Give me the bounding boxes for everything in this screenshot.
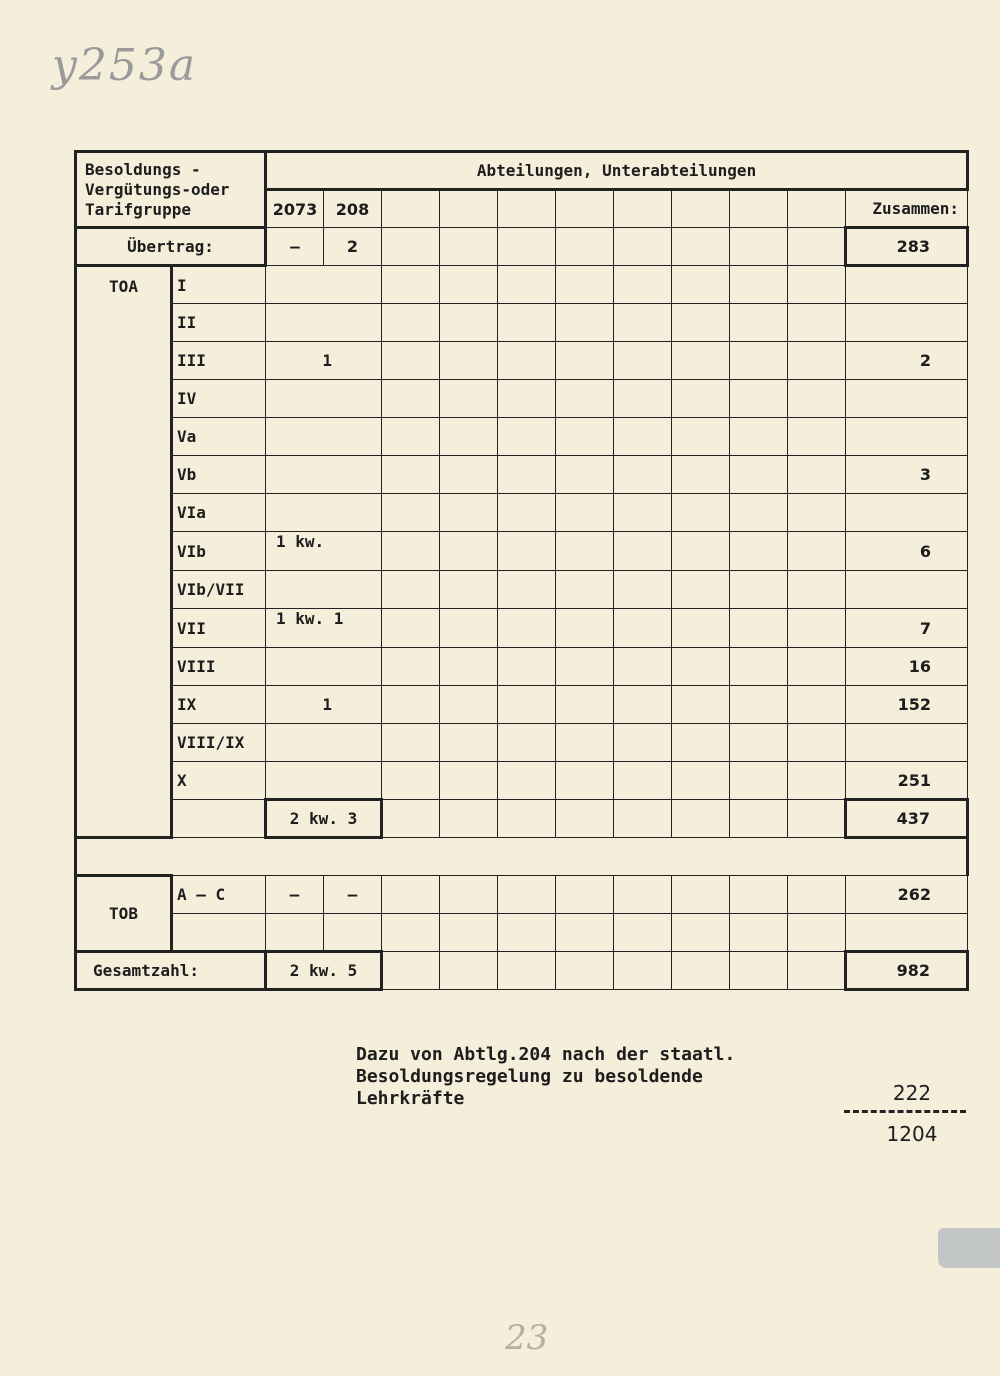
toa-row (76, 342, 968, 380)
toa-row (76, 571, 968, 609)
empty-cell (730, 190, 788, 228)
empty-cell (672, 380, 730, 418)
empty-cell (788, 914, 846, 952)
empty-cell (788, 648, 846, 686)
tob-row (76, 876, 968, 914)
empty-cell (382, 648, 440, 686)
empty-cell (672, 494, 730, 532)
empty-cell (440, 266, 498, 304)
empty-cell (382, 609, 440, 648)
carry-over-total: 283 (846, 228, 968, 266)
department-values (266, 686, 382, 724)
dept2-value: 1 (322, 351, 332, 370)
empty-cell (672, 456, 730, 494)
toa-row (76, 456, 968, 494)
empty-cell (614, 266, 672, 304)
empty-cell (382, 266, 440, 304)
department-values (266, 456, 382, 494)
header-group-cell: Besoldungs -Vergütungs-oder Tarifgruppe (76, 152, 266, 228)
pay-class: IX (172, 686, 266, 724)
empty-cell (788, 418, 846, 456)
empty-cell (614, 304, 672, 342)
empty-cell (440, 876, 498, 914)
empty-cell (498, 762, 556, 800)
department-values (266, 571, 382, 609)
grand-total-label: Gesamtzahl: (76, 952, 266, 990)
empty-cell (614, 342, 672, 380)
row-total (846, 380, 968, 418)
dept1-value: 1 kw. (276, 532, 325, 551)
empty-cell (672, 609, 730, 648)
empty-cell (556, 571, 614, 609)
grand-total-value: 982 (846, 952, 968, 990)
empty-cell (556, 266, 614, 304)
toa-row (76, 609, 968, 648)
empty-cell (672, 418, 730, 456)
empty-cell (440, 456, 498, 494)
empty-cell (788, 266, 846, 304)
handwritten-archive-number: y253a (52, 40, 198, 91)
empty-cell (382, 876, 440, 914)
toa-row (76, 494, 968, 532)
row-total: 251 (846, 762, 968, 800)
toa-row (76, 648, 968, 686)
empty-cell (440, 342, 498, 380)
empty-cell (382, 228, 440, 266)
empty-cell (730, 686, 788, 724)
empty-cell (498, 190, 556, 228)
empty-cell (614, 418, 672, 456)
empty-cell (614, 190, 672, 228)
empty-cell (672, 571, 730, 609)
empty-cell (730, 914, 788, 952)
pay-class: IV (172, 380, 266, 418)
empty-cell (498, 952, 556, 990)
dept2-value: 1 (322, 695, 332, 714)
empty-cell (672, 876, 730, 914)
empty-cell (788, 686, 846, 724)
empty-cell (788, 571, 846, 609)
empty-cell (382, 532, 440, 571)
empty-cell (440, 648, 498, 686)
empty-cell (172, 914, 266, 952)
empty-cell (382, 418, 440, 456)
empty-cell (788, 228, 846, 266)
empty-cell (730, 762, 788, 800)
empty-cell (730, 724, 788, 762)
department-values (266, 342, 382, 380)
empty-cell (498, 228, 556, 266)
department-values (266, 724, 382, 762)
empty-cell (556, 418, 614, 456)
dept-code-2073: 2073 (266, 190, 324, 228)
empty-cell (730, 380, 788, 418)
header-row (76, 152, 968, 190)
spacer-row (76, 838, 968, 876)
empty-cell (498, 456, 556, 494)
header-total-cell: Zusammen: (846, 190, 968, 228)
empty-cell (614, 762, 672, 800)
toa-subtotal-row (76, 800, 968, 838)
toa-row (76, 762, 968, 800)
empty-cell (556, 724, 614, 762)
empty-cell (730, 876, 788, 914)
empty-cell (556, 800, 614, 838)
department-values (266, 380, 382, 418)
empty-cell (556, 380, 614, 418)
empty-cell (614, 456, 672, 494)
empty-cell (788, 304, 846, 342)
empty-cell (498, 342, 556, 380)
final-total: 1204 (886, 1122, 938, 1146)
spacer-cell (76, 838, 968, 876)
empty-cell (440, 762, 498, 800)
empty-cell (788, 532, 846, 571)
carry-over-label: Übertrag: (76, 228, 266, 266)
page-number-mark: 23 (505, 1318, 549, 1358)
toa-subtotal-total: 437 (846, 800, 968, 838)
empty-cell (788, 800, 846, 838)
empty-cell (614, 914, 672, 952)
pay-class: Va (172, 418, 266, 456)
empty-cell (556, 609, 614, 648)
empty-cell (730, 266, 788, 304)
empty-cell (498, 494, 556, 532)
row-total: 6 (846, 532, 968, 571)
empty-cell (556, 648, 614, 686)
empty-cell (556, 190, 614, 228)
carry-over-row (76, 228, 968, 266)
empty-cell (440, 571, 498, 609)
tob-total: 262 (846, 876, 968, 914)
empty-cell (730, 456, 788, 494)
empty-cell (382, 342, 440, 380)
toa-row (76, 266, 968, 304)
empty-cell (382, 762, 440, 800)
dept1-value: 1 kw. 1 (276, 609, 344, 628)
empty-cell (382, 952, 440, 990)
tob-dept2: – (324, 876, 382, 914)
toa-row (76, 380, 968, 418)
empty-cell (382, 494, 440, 532)
empty-cell (556, 686, 614, 724)
empty-cell (382, 190, 440, 228)
empty-cell (614, 532, 672, 571)
empty-cell (440, 380, 498, 418)
empty-cell (730, 418, 788, 456)
empty-cell (788, 380, 846, 418)
empty-cell (672, 724, 730, 762)
sum-underline (844, 1110, 966, 1113)
row-total (846, 304, 968, 342)
empty-cell (556, 876, 614, 914)
pay-class: I (172, 266, 266, 304)
empty-cell (614, 876, 672, 914)
empty-cell (556, 304, 614, 342)
empty-cell (440, 800, 498, 838)
toa-row (76, 304, 968, 342)
empty-cell (382, 800, 440, 838)
empty-cell (498, 304, 556, 342)
empty-cell (440, 609, 498, 648)
empty-cell (266, 914, 324, 952)
grand-total-row (76, 952, 968, 990)
pay-class: VIb/VII (172, 571, 266, 609)
empty-cell (788, 456, 846, 494)
department-values (266, 304, 382, 342)
empty-cell (672, 914, 730, 952)
empty-cell (672, 800, 730, 838)
empty-cell (440, 494, 498, 532)
empty-cell (498, 876, 556, 914)
empty-cell (730, 800, 788, 838)
footnote (356, 1044, 735, 1110)
empty-cell (614, 686, 672, 724)
pay-class: III (172, 342, 266, 380)
empty-cell (498, 532, 556, 571)
empty-cell (172, 800, 266, 838)
empty-cell (440, 228, 498, 266)
row-total: 3 (846, 456, 968, 494)
empty-cell (382, 686, 440, 724)
department-values (266, 494, 382, 532)
empty-cell (440, 304, 498, 342)
empty-cell (440, 952, 498, 990)
row-total: 152 (846, 686, 968, 724)
empty-cell (730, 494, 788, 532)
empty-cell (382, 380, 440, 418)
empty-cell (672, 686, 730, 724)
empty-cell (614, 648, 672, 686)
empty-cell (498, 648, 556, 686)
empty-cell (672, 190, 730, 228)
empty-cell (788, 190, 846, 228)
toa-row (76, 686, 968, 724)
pay-class: VII (172, 609, 266, 648)
empty-cell (788, 609, 846, 648)
empty-cell (788, 876, 846, 914)
empty-cell (672, 762, 730, 800)
empty-cell (382, 571, 440, 609)
empty-cell (730, 228, 788, 266)
empty-cell (382, 914, 440, 952)
empty-cell (440, 418, 498, 456)
empty-cell (440, 532, 498, 571)
empty-cell (556, 952, 614, 990)
empty-cell (730, 571, 788, 609)
department-values (266, 648, 382, 686)
empty-cell (672, 228, 730, 266)
empty-cell (498, 609, 556, 648)
row-total (846, 418, 968, 456)
empty-cell (788, 724, 846, 762)
carry-over-dept1: – (266, 228, 324, 266)
row-total (846, 494, 968, 532)
empty-cell (498, 418, 556, 456)
empty-cell (324, 914, 382, 952)
department-values (266, 532, 382, 571)
empty-cell (614, 724, 672, 762)
row-total: 2 (846, 342, 968, 380)
empty-cell (730, 952, 788, 990)
empty-cell (440, 686, 498, 724)
empty-cell (672, 532, 730, 571)
empty-cell (440, 914, 498, 952)
toa-row (76, 418, 968, 456)
empty-cell (672, 952, 730, 990)
toa-subtotal-dept: 2 kw. 3 (266, 800, 382, 838)
empty-cell (556, 762, 614, 800)
row-total: 16 (846, 648, 968, 686)
footnote-value: 222 (892, 1081, 932, 1105)
tob-group-label: TOB (76, 876, 172, 952)
empty-cell (614, 380, 672, 418)
department-values (266, 266, 382, 304)
staffing-table (74, 150, 969, 991)
empty-cell (788, 342, 846, 380)
empty-cell (556, 342, 614, 380)
toa-row (76, 532, 968, 571)
empty-cell (788, 494, 846, 532)
empty-cell (440, 724, 498, 762)
empty-cell (730, 304, 788, 342)
tob-dept1: – (266, 876, 324, 914)
row-total (846, 266, 968, 304)
tob-pay-class: A – C (172, 876, 266, 914)
empty-cell (614, 228, 672, 266)
empty-cell (788, 762, 846, 800)
empty-cell (730, 648, 788, 686)
toa-row (76, 724, 968, 762)
dept-code-208: 208 (324, 190, 382, 228)
empty-cell (730, 609, 788, 648)
empty-cell (382, 456, 440, 494)
empty-cell (730, 532, 788, 571)
pay-class: II (172, 304, 266, 342)
empty-cell (498, 800, 556, 838)
empty-cell (614, 609, 672, 648)
department-values (266, 762, 382, 800)
pay-class: X (172, 762, 266, 800)
pay-class: VIII (172, 648, 266, 686)
empty-cell (498, 686, 556, 724)
empty-cell (614, 952, 672, 990)
tob-empty-row (76, 914, 968, 952)
empty-cell (614, 800, 672, 838)
row-total (846, 571, 968, 609)
empty-cell (556, 456, 614, 494)
empty-cell (614, 571, 672, 609)
carry-over-dept2: 2 (324, 228, 382, 266)
empty-cell (498, 914, 556, 952)
empty-cell (556, 494, 614, 532)
row-total (846, 724, 968, 762)
empty-cell (672, 342, 730, 380)
empty-cell (614, 494, 672, 532)
paper-stain (938, 1228, 1000, 1268)
empty-cell (498, 266, 556, 304)
footnote-line: Dazu von Abtlg.204 nach der staatl. (356, 1044, 736, 1065)
toa-group-label: TOA (76, 266, 172, 838)
footnote-line: Lehrkräfte (356, 1088, 465, 1109)
empty-cell (382, 724, 440, 762)
empty-cell (788, 952, 846, 990)
empty-cell (672, 304, 730, 342)
footnote-line: Besoldungsregelung zu besoldende (356, 1066, 703, 1087)
grand-total-dept: 2 kw. 5 (266, 952, 382, 990)
row-total: 7 (846, 609, 968, 648)
pay-class: VIa (172, 494, 266, 532)
empty-cell (846, 914, 968, 952)
pay-class: VIb (172, 532, 266, 571)
empty-cell (440, 190, 498, 228)
empty-cell (730, 342, 788, 380)
empty-cell (382, 304, 440, 342)
empty-cell (556, 228, 614, 266)
empty-cell (556, 914, 614, 952)
empty-cell (556, 532, 614, 571)
empty-cell (498, 571, 556, 609)
pay-class: VIII/IX (172, 724, 266, 762)
empty-cell (672, 266, 730, 304)
header-departments-cell: Abteilungen, Unterabteilungen (266, 152, 968, 190)
department-values (266, 418, 382, 456)
empty-cell (498, 724, 556, 762)
pay-class: Vb (172, 456, 266, 494)
empty-cell (498, 380, 556, 418)
empty-cell (672, 648, 730, 686)
department-values (266, 609, 382, 648)
